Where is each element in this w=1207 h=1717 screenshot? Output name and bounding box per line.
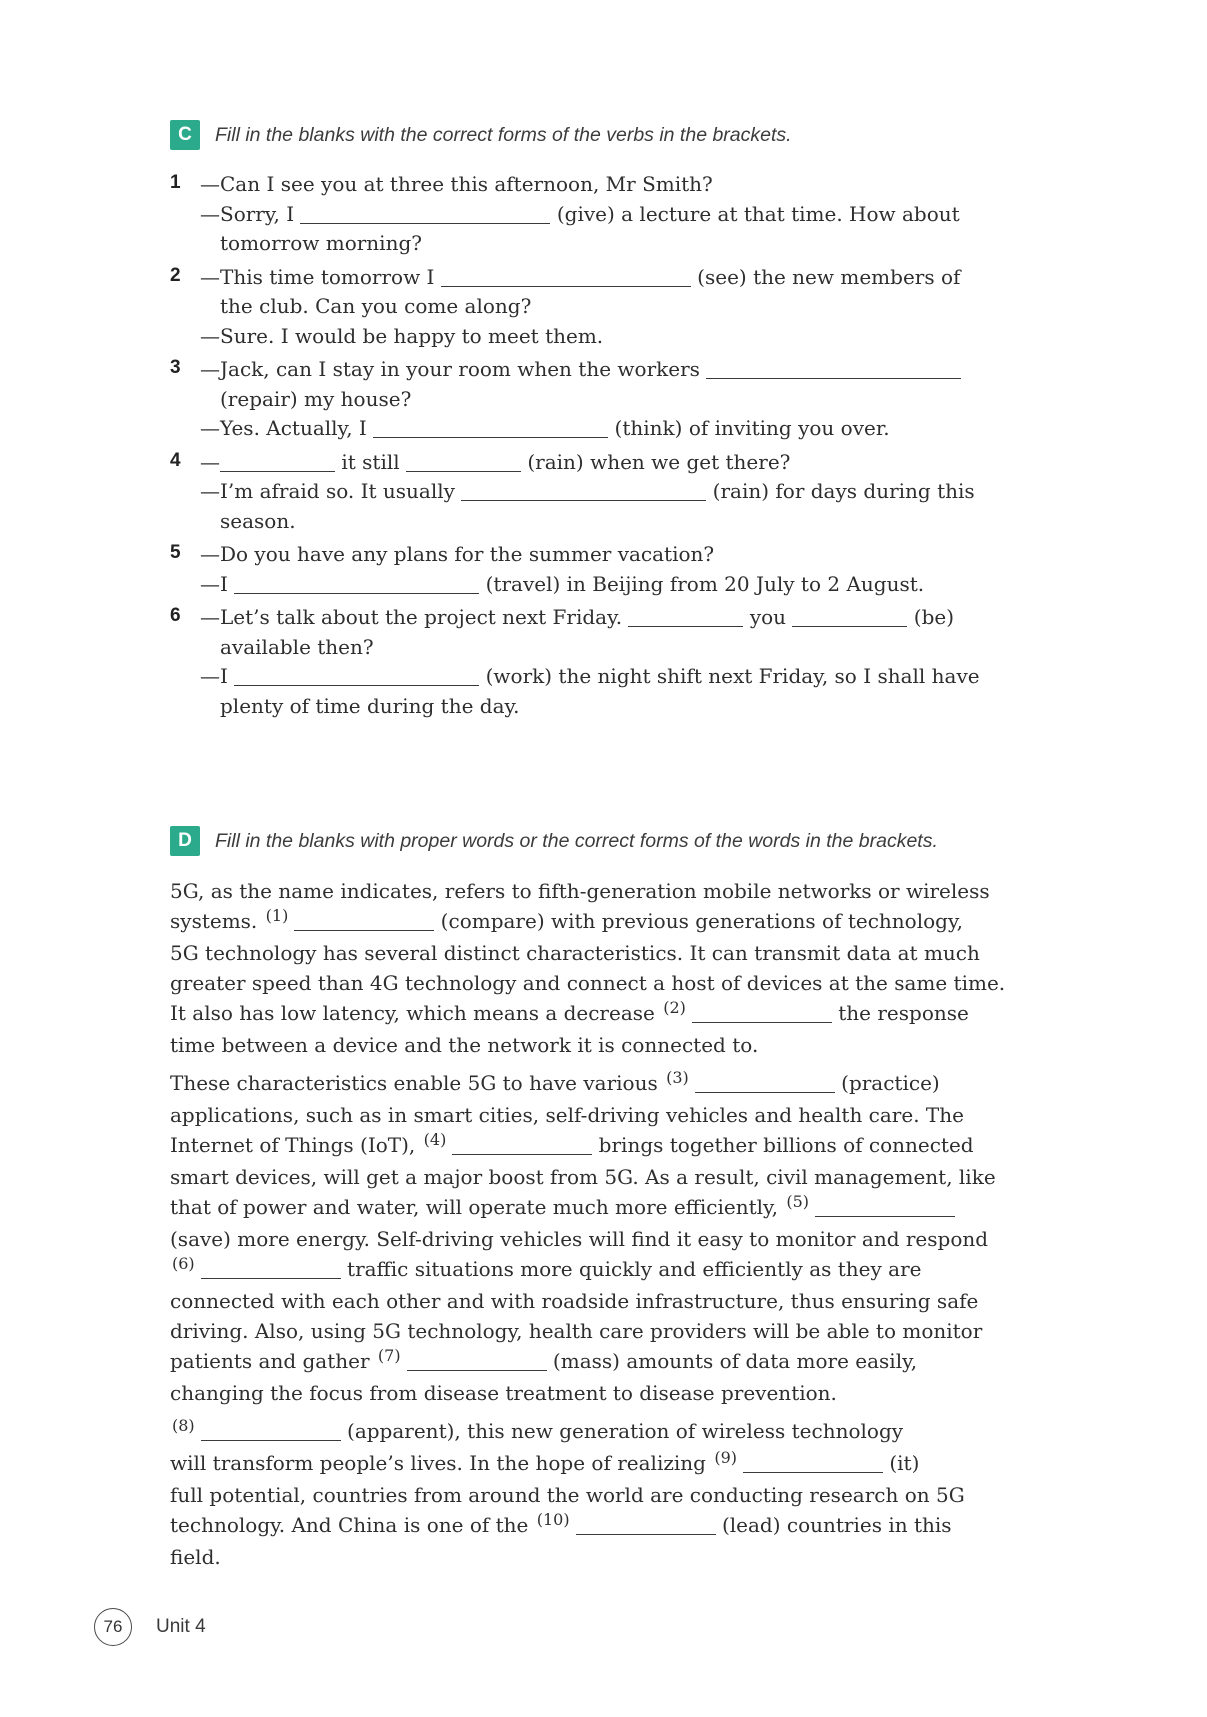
text-segment: —Jack, can I stay in your room when the workers bbox=[200, 357, 707, 381]
text-line bbox=[170, 876, 1080, 906]
text-segment: —This time tomorrow I bbox=[200, 264, 441, 289]
text-segment: applications, such as in smart cities, self-driving vehicles and health care. The bbox=[170, 1103, 964, 1127]
blank-number: (5) bbox=[786, 1192, 810, 1211]
passage-paragraph-3 bbox=[170, 1416, 1080, 1572]
item-number: 1 bbox=[170, 172, 181, 193]
exercise-item-1 bbox=[170, 170, 1080, 259]
text-segment: (practice) bbox=[834, 1071, 940, 1095]
text-segment: These characteristics enable 5G to have various bbox=[170, 1071, 665, 1095]
text-segment: —Sure. I would be happy to meet them. bbox=[200, 323, 604, 348]
blank-number: (6) bbox=[172, 1254, 195, 1273]
unit-label: Unit 4 bbox=[156, 1616, 206, 1637]
text-segment: patients and gather bbox=[170, 1349, 376, 1373]
text-line bbox=[170, 1286, 1080, 1316]
text-line bbox=[200, 570, 1080, 600]
text-segment: technology. And China is one of the bbox=[170, 1513, 535, 1537]
fill-in-blank bbox=[576, 1522, 716, 1535]
text-line bbox=[170, 1316, 1080, 1346]
text-line bbox=[170, 1100, 1080, 1130]
blank-number: (9) bbox=[714, 1448, 737, 1467]
fill-in-blank bbox=[300, 211, 550, 224]
blank-number: (10) bbox=[536, 1510, 570, 1529]
text-segment: 5G, as the name indicates, refers to fifth-generation mobile networks or wireless bbox=[170, 879, 990, 903]
text-line bbox=[200, 414, 1080, 444]
text-line bbox=[170, 1162, 1080, 1192]
text-segment: (work) the night shift next Friday, so I shall have bbox=[479, 664, 980, 688]
passage-paragraph-2 bbox=[170, 1068, 1080, 1408]
item-lines bbox=[200, 448, 1080, 537]
item-lines bbox=[200, 263, 1080, 352]
text-segment: (repair) my house? bbox=[220, 386, 412, 411]
fill-in-blank bbox=[792, 614, 907, 627]
text-line bbox=[200, 540, 1080, 570]
section-d-heading bbox=[170, 826, 1080, 856]
text-segment: Internet of Things (IoT), bbox=[170, 1133, 422, 1157]
text-line bbox=[170, 998, 1080, 1030]
text-line bbox=[200, 448, 1080, 478]
text-segment: connected with each other and with roadside infrastructure, thus ensuring safe bbox=[170, 1289, 979, 1313]
fill-in-blank bbox=[692, 1010, 832, 1023]
page-number: 76 bbox=[103, 1617, 123, 1636]
text-line bbox=[200, 507, 1080, 537]
text-line bbox=[170, 1480, 1080, 1510]
blank-number: (3) bbox=[666, 1068, 689, 1087]
text-line bbox=[170, 968, 1080, 998]
exercise-item-2 bbox=[170, 263, 1080, 352]
text-segment: (rain) when we get there? bbox=[521, 449, 791, 474]
blank-number: (7) bbox=[377, 1346, 401, 1365]
item-lines bbox=[200, 170, 1080, 259]
text-segment: (save) more energy. Self-driving vehicles will find it easy to monitor and respond bbox=[170, 1227, 989, 1251]
item-lines bbox=[200, 603, 1080, 721]
text-segment: will transform people’s lives. In the hope of realizing bbox=[170, 1451, 713, 1475]
text-line bbox=[170, 1130, 1080, 1162]
section-c-badge: C bbox=[170, 120, 200, 150]
fill-in-blank bbox=[628, 614, 743, 627]
text-line bbox=[200, 385, 1080, 415]
exercise-items bbox=[170, 170, 1080, 721]
text-segment: (give) a lecture at that time. How about bbox=[550, 201, 960, 226]
text-line bbox=[200, 603, 1080, 633]
section-c-heading bbox=[170, 120, 1080, 150]
fill-in-blank bbox=[220, 459, 335, 472]
text-segment: 5G technology has several distinct characteristics. It can transmit data at much bbox=[170, 941, 980, 965]
text-segment: —I’m afraid so. It usually bbox=[200, 479, 462, 503]
fill-in-blank bbox=[441, 274, 691, 287]
text-line bbox=[200, 200, 1080, 230]
blank-number: (4) bbox=[423, 1130, 447, 1149]
text-segment: time between a device and the network it is connected to. bbox=[170, 1033, 759, 1057]
text-segment: full potential, countries from around the world are conducting research on 5G bbox=[170, 1483, 965, 1507]
text-segment: —Let’s talk about the project next Friday. bbox=[200, 605, 629, 629]
text-line bbox=[170, 1346, 1080, 1378]
fill-in-blank bbox=[201, 1266, 341, 1279]
text-line bbox=[170, 1068, 1080, 1100]
text-line bbox=[170, 1192, 1080, 1224]
page-number-circle bbox=[94, 1608, 132, 1646]
text-segment: —I bbox=[200, 664, 235, 688]
text-segment: (travel) in Beijing from 20 July to 2 August. bbox=[479, 571, 925, 596]
text-line bbox=[200, 477, 1080, 507]
text-segment: changing the focus from disease treatment to disease prevention. bbox=[170, 1381, 837, 1405]
fill-in-blank bbox=[452, 1142, 592, 1155]
fill-in-blank bbox=[815, 1204, 955, 1217]
text-line bbox=[200, 662, 1080, 692]
text-segment: traffic situations more quickly and efficiently as they are bbox=[340, 1257, 922, 1281]
text-segment: driving. Also, using 5G technology, health care providers will be able to monitor bbox=[170, 1319, 983, 1343]
fill-in-blank bbox=[294, 918, 434, 931]
section-c-instruction: Fill in the blanks with the correct forms of the verbs in the brackets. bbox=[215, 123, 792, 146]
section-d-badge: D bbox=[170, 826, 200, 856]
item-number: 4 bbox=[170, 449, 181, 471]
text-line bbox=[200, 322, 1080, 352]
text-segment: —Can I see you at three this afternoon, Mr Smith? bbox=[200, 172, 713, 196]
text-segment: tomorrow morning? bbox=[220, 231, 422, 255]
item-number: 3 bbox=[170, 357, 181, 378]
text-segment: (apparent), this new generation of wireless technology bbox=[340, 1419, 904, 1443]
text-segment: plenty of time during the day. bbox=[220, 693, 520, 718]
text-segment: —Sorry, I bbox=[200, 201, 301, 226]
text-segment: field. bbox=[170, 1545, 221, 1569]
text-line bbox=[200, 355, 1080, 385]
section-d-instruction: Fill in the blanks with proper words or the correct forms of the words in the brackets. bbox=[215, 829, 938, 852]
text-line bbox=[200, 229, 1080, 259]
exercise-item-3 bbox=[170, 355, 1080, 444]
passage-paragraph-1 bbox=[170, 876, 1080, 1060]
fill-in-blank bbox=[706, 366, 961, 379]
fill-in-blank bbox=[373, 425, 608, 438]
text-segment: — bbox=[200, 449, 220, 474]
text-segment: —Yes. Actually, I bbox=[200, 416, 374, 440]
item-number: 6 bbox=[170, 605, 181, 626]
text-line bbox=[170, 1416, 1080, 1448]
text-segment: It also has low latency, which means a decrease bbox=[170, 1001, 662, 1025]
text-segment: (be) bbox=[907, 605, 955, 629]
text-line bbox=[200, 292, 1080, 322]
item-number: 5 bbox=[170, 542, 181, 563]
text-segment: —Do you have any plans for the summer vacation? bbox=[200, 542, 715, 566]
blank-number: (2) bbox=[663, 998, 686, 1017]
text-segment: (lead) countries in this bbox=[715, 1513, 952, 1537]
text-line bbox=[170, 1224, 1080, 1254]
text-segment: you bbox=[743, 605, 793, 629]
text-segment: (compare) with previous generations of technology, bbox=[434, 909, 963, 933]
text-segment: greater speed than 4G technology and connect a host of devices at the same time. bbox=[170, 971, 1006, 995]
text-line bbox=[170, 938, 1080, 968]
section-c bbox=[170, 120, 1080, 725]
page-footer bbox=[94, 1608, 206, 1646]
blank-number: (8) bbox=[172, 1416, 195, 1435]
item-lines bbox=[200, 355, 1080, 444]
text-line bbox=[170, 906, 1080, 938]
fill-in-blank bbox=[234, 673, 479, 686]
text-segment: the club. Can you come along? bbox=[220, 294, 532, 318]
fill-in-blank bbox=[743, 1460, 883, 1473]
text-segment: (see) the new members of bbox=[690, 264, 961, 289]
text-line bbox=[170, 1378, 1080, 1408]
exercise-item-4 bbox=[170, 448, 1080, 537]
item-lines bbox=[200, 540, 1080, 599]
text-line bbox=[200, 692, 1080, 722]
fill-in-blank bbox=[234, 581, 479, 594]
fill-in-blank bbox=[201, 1428, 341, 1441]
text-line bbox=[200, 633, 1080, 663]
text-segment: —I bbox=[200, 571, 235, 596]
text-line bbox=[170, 1030, 1080, 1060]
text-segment: systems. bbox=[170, 909, 264, 933]
text-segment: smart devices, will get a major boost from 5G. As a result, civil management, like bbox=[170, 1165, 996, 1189]
fill-in-blank bbox=[461, 488, 706, 501]
text-segment: season. bbox=[220, 508, 296, 533]
text-segment: (think) of inviting you over. bbox=[608, 416, 890, 440]
text-segment: that of power and water, will operate much more efficiently, bbox=[170, 1195, 785, 1219]
text-line bbox=[170, 1448, 1080, 1480]
exercise-item-6 bbox=[170, 603, 1080, 721]
section-d bbox=[170, 826, 1080, 1580]
item-number: 2 bbox=[170, 264, 181, 286]
text-segment: (rain) for days during this bbox=[706, 479, 975, 503]
text-line bbox=[170, 1510, 1080, 1542]
text-segment: (it) bbox=[883, 1451, 920, 1475]
text-segment: available then? bbox=[220, 634, 374, 659]
exercise-item-5 bbox=[170, 540, 1080, 599]
text-line bbox=[200, 263, 1080, 293]
fill-in-blank bbox=[406, 459, 521, 472]
text-line bbox=[170, 1254, 1080, 1286]
text-segment: (mass) amounts of data more easily, bbox=[546, 1349, 918, 1373]
text-line bbox=[170, 1542, 1080, 1572]
fill-in-blank bbox=[407, 1358, 547, 1371]
text-line bbox=[200, 170, 1080, 200]
fill-in-blank bbox=[695, 1080, 835, 1093]
text-segment: brings together billions of connected bbox=[592, 1133, 974, 1157]
blank-number: (1) bbox=[265, 906, 289, 925]
text-segment: the response bbox=[831, 1001, 969, 1025]
text-segment: it still bbox=[335, 449, 406, 474]
